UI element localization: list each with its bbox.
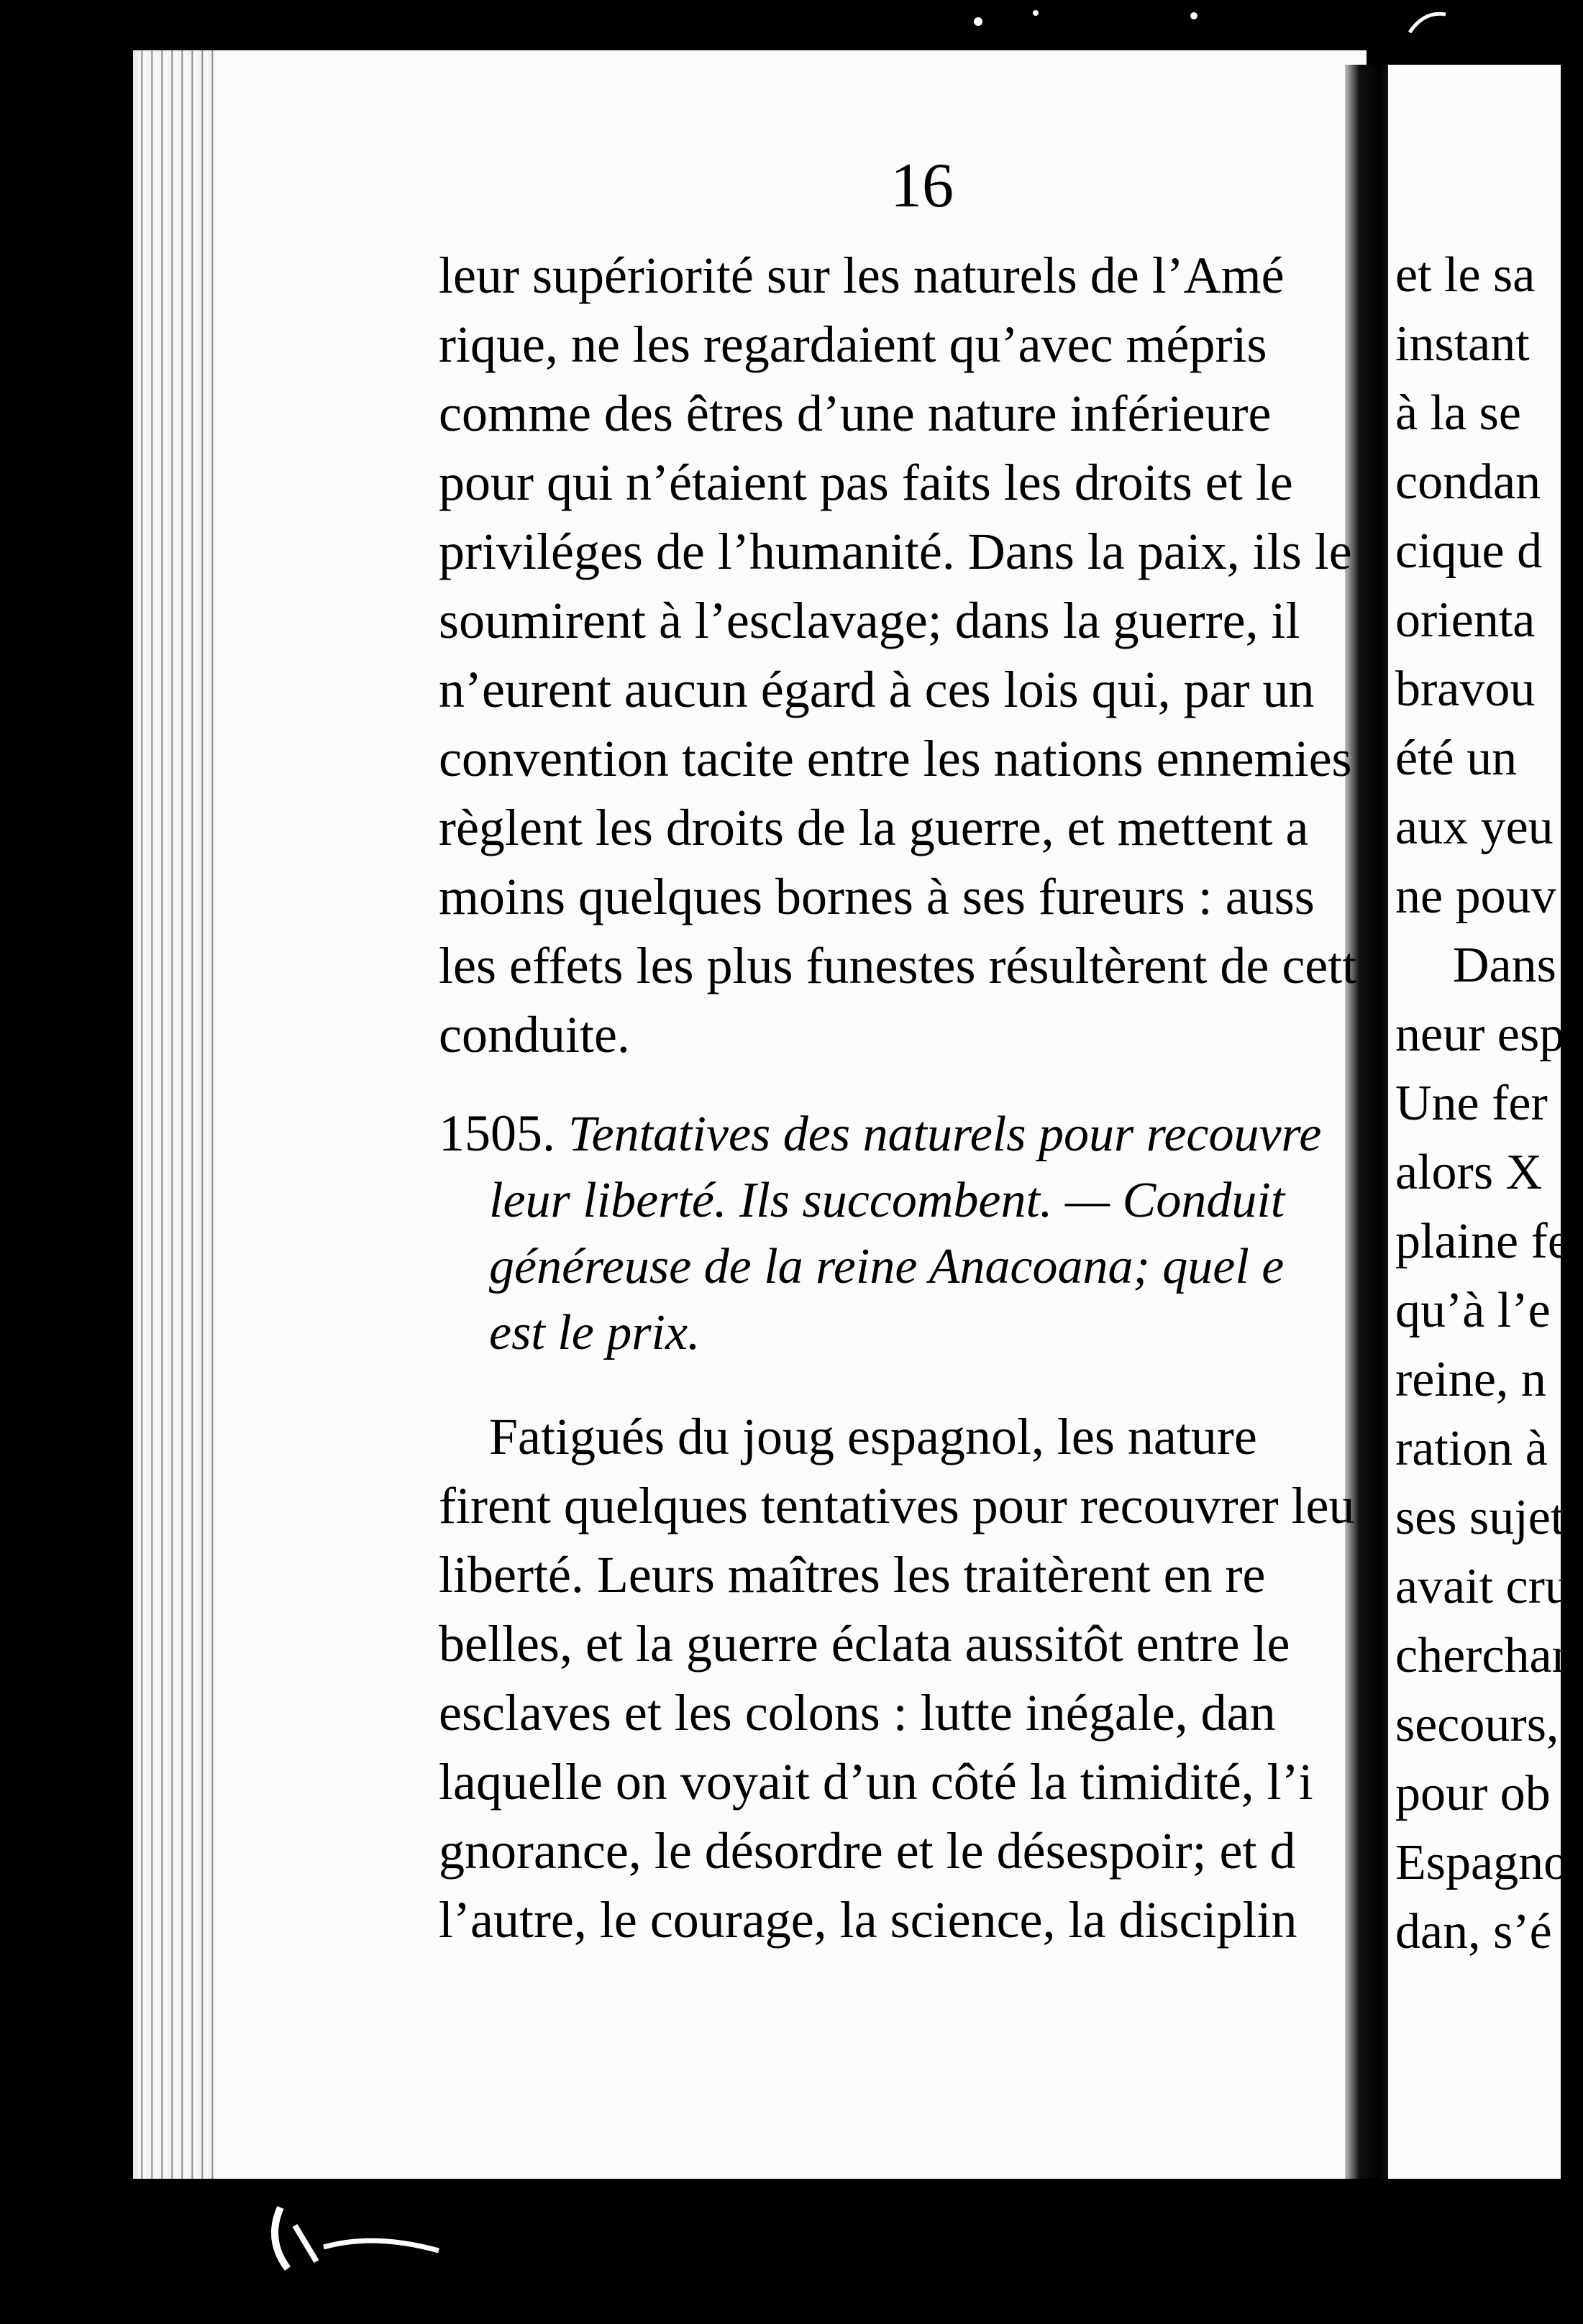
text-line: rique, ne les regardaient qu’avec mépris [439,316,1267,373]
right-text-line: Espagnol [1395,1835,1583,1890]
text-line: comme des êtres d’une nature inférieure [439,385,1272,442]
text-line: conduite. [439,1006,630,1063]
heading-line: est le prix. [489,1305,701,1360]
right-text-line: Dans [1453,938,1556,993]
right-text-line: ne pouv [1395,869,1556,924]
text-line: laquelle on voyait d’un côté la timidité, l’i [439,1753,1313,1811]
text-line: firent quelques tentatives pour recouvrer leu [439,1477,1355,1534]
right-text-line: orienta [1395,593,1536,648]
paragraph-2 [439,1402,1392,1954]
right-text-line: aux yeu [1395,800,1554,855]
text-line: belles, et la guerre éclata aussitôt entre le [439,1615,1290,1673]
text-line: les effets les plus funestes résultèrent de cett [439,937,1357,994]
right-text-line: plaine fe [1395,1214,1570,1269]
right-page-text [1395,241,1583,1967]
right-text-line: neur esp [1395,1007,1565,1062]
text-line: pour qui n’étaient pas faits les droits et le [439,454,1293,511]
heading-line: généreuse de la reine Anacoana; quel e [489,1239,1285,1294]
text-line: convention tacite entre les nations ennemies [439,730,1352,787]
right-text-line: avait cru [1395,1559,1570,1614]
text-line: n’eurent aucun égard à ces lois qui, par un [439,661,1315,718]
text-line: l’autre, le courage, la science, la disciplin [439,1891,1297,1949]
heading-first-line [439,1100,1392,1168]
right-text-line: cherchan [1395,1628,1577,1683]
page-number: 16 [890,151,954,221]
text-line: Fatigués du joug espagnol, les nature [489,1408,1257,1465]
right-text-line: condan [1395,454,1541,510]
right-text-line: ration à l [1395,1421,1574,1476]
text-line: priviléges de l’humanité. Dans la paix, ils le [439,523,1352,580]
right-text-line: et le sa [1395,247,1536,303]
scan-specks [791,0,1510,43]
section-heading [439,1100,1392,1366]
text-line: soumirent à l’esclavage; dans la guerre, il [439,592,1300,649]
heading-line: leur liberté. Ils succombent. — Conduit [489,1173,1285,1228]
right-text-line: reine, n [1395,1352,1546,1407]
right-text-line: à la se [1395,385,1521,441]
heading-line: Tentatives des naturels pour recouvre [568,1107,1322,1162]
text-line: liberté. Leurs maîtres les traitèrent en re [439,1546,1266,1604]
text-line: leur supériorité sur les naturels de l’Amé [439,247,1285,304]
right-text-line: dan, s’é [1395,1904,1552,1959]
right-text-line: qu’à l’e [1395,1283,1551,1338]
right-text-line: instant [1395,316,1530,372]
right-text-line: pour ob [1395,1766,1551,1821]
text-line: gnorance, le désordre et le désespoir; et d [439,1822,1296,1880]
paragraph-1 [439,241,1392,1069]
section-year: 1505. [439,1104,555,1162]
right-text-line: alors X [1395,1145,1543,1200]
right-text-line: secours, [1395,1697,1559,1752]
right-text-line: ses sujet [1395,1490,1565,1545]
text-line: règlent les droits de la guerre, et mettent a [439,799,1309,856]
scan-clip-mark [266,2197,496,2283]
right-text-line: bravou [1395,662,1536,717]
text-line: moins quelques bornes à ses fureurs : auss [439,868,1315,925]
text-line: esclaves et les colons : lutte inégale, dan [439,1684,1276,1742]
right-text-line: été un [1395,731,1518,786]
right-text-line: cique d [1395,523,1543,579]
right-text-line: Une fer [1395,1076,1548,1131]
